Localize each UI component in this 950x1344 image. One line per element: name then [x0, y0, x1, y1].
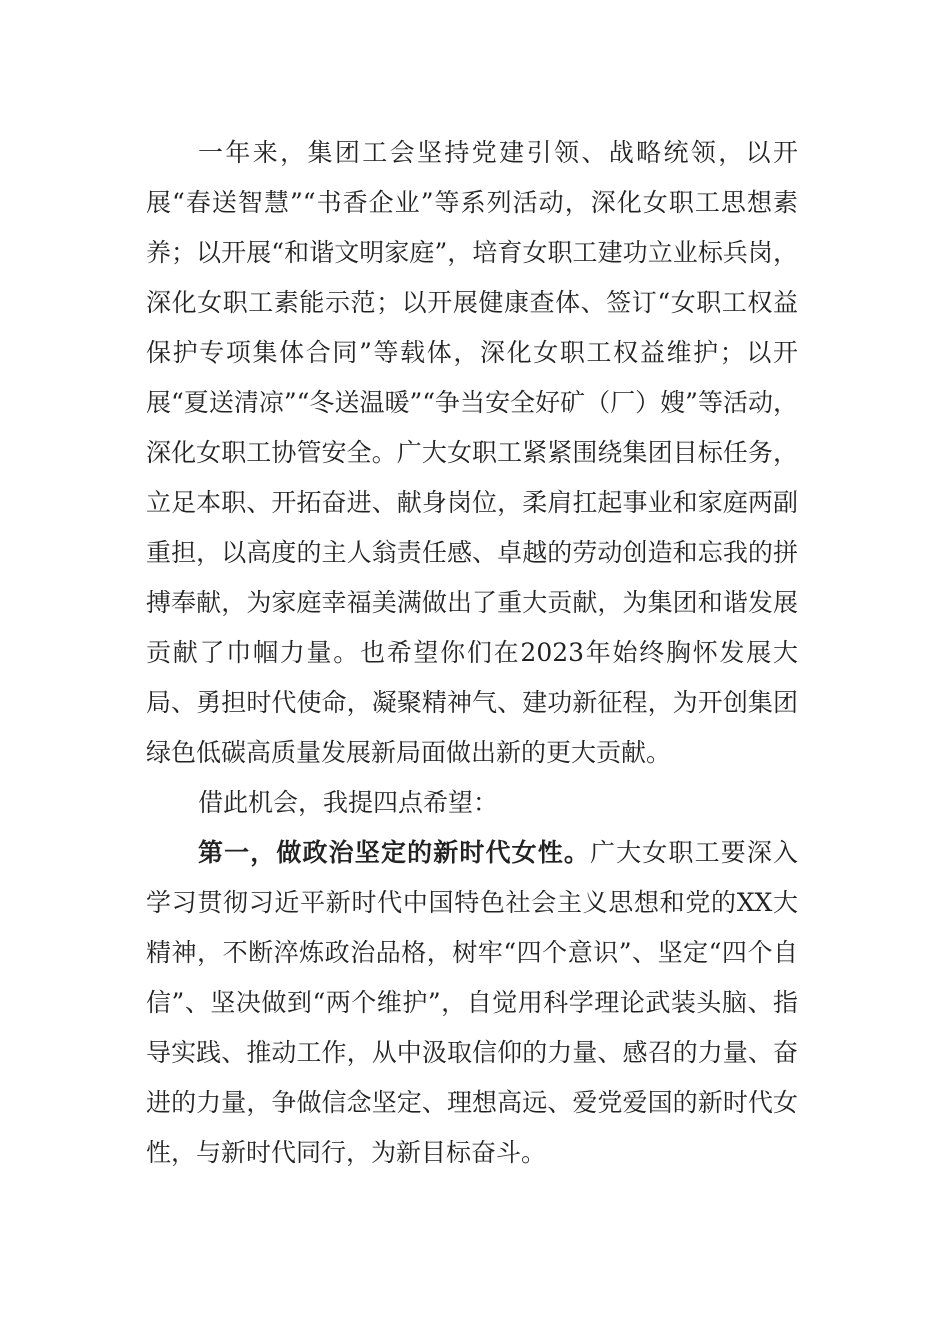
paragraph-text: 一年来，集团工会坚持党建引领、战略统领，以开展“春送智慧”“书香企业”等系列活动，深化女职工思想素养；以开展“和谐文明家庭”，培育女职工建功立业标兵岗，深化女职工素能示范；以开展健康查体、签订“女职工权益保护专项集体合同”等载体，深化女职工权益维护；以开展“夏送清凉”“冬送温暖”“争当安全好矿（厂）嫂”等活动，深化女职工协管安全。广大女职工紧紧围绕集团目标任务，立足本职、开拓奋进、献身岗位，柔肩扛起事业和家庭两副重担，以高度的主人翁责任感、卓越的劳动创造和忘我的拼搏奉献，为家庭幸福美满做出了重大贡献，为集团和谐发展贡献了巾帼力量。也希望你们在2023年始终胸怀发展大局、勇担时代使命，凝聚精神气、建功新征程，为开创集团绿色低碳高质量发展新局面做出新的更大贡献。	[146, 138, 798, 767]
paragraph-first-hope	[146, 828, 798, 1178]
paragraph-annual-review	[146, 128, 798, 778]
paragraph-hopes-intro	[146, 778, 798, 828]
paragraph-text: 借此机会，我提四点希望：	[198, 788, 499, 817]
paragraph-lead-heading: 第一，做政治坚定的新时代女性。	[198, 838, 591, 867]
document-body	[146, 128, 798, 1178]
paragraph-text: 广大女职工要深入学习贯彻习近平新时代中国特色社会主义思想和党的XX大精神，不断淬炼政治品格，树牢“四个意识”、坚定“四个自信”、坚决做到“两个维护”，自觉用科学理论武装头脑、指导实践、推动工作，从中汲取信仰的力量、感召的力量、奋进的力量，争做信念坚定、理想高远、爱党爱国的新时代女性，与新时代同行，为新目标奋斗。	[146, 838, 798, 1167]
